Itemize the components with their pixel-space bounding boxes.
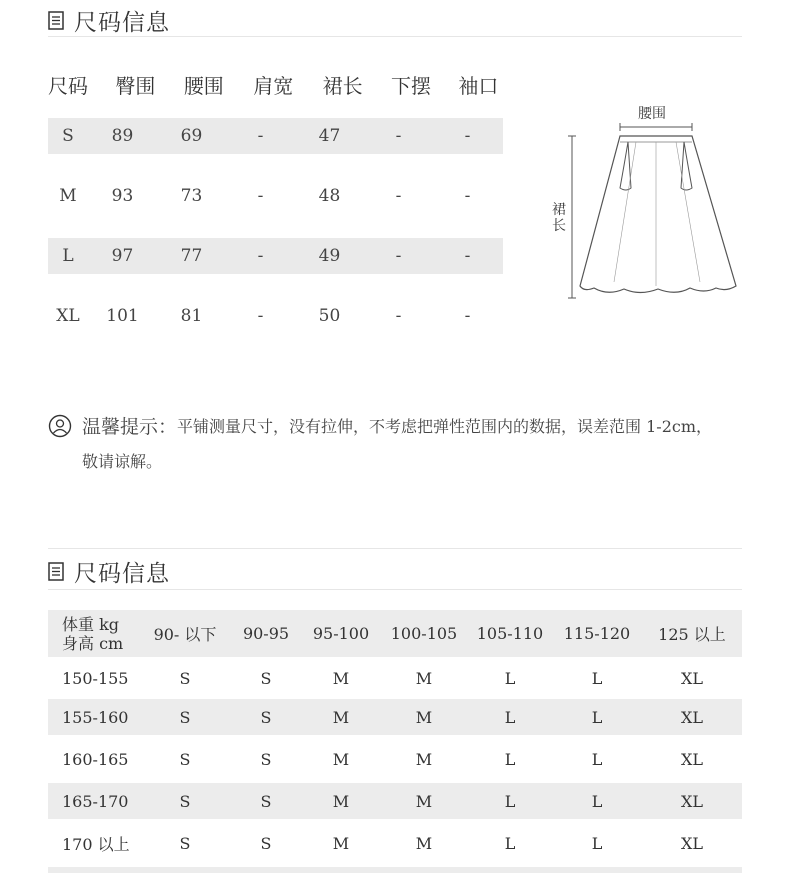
table-cell: L — [591, 749, 603, 769]
table-cell: M — [332, 668, 350, 688]
table-row — [48, 154, 508, 238]
table-row — [48, 735, 742, 783]
table-cell: M — [332, 833, 350, 853]
header-cell: 下摆 — [391, 73, 431, 98]
table-cell: L — [504, 749, 516, 769]
divider — [48, 589, 742, 590]
section-title-text: 尺码信息 — [74, 561, 170, 587]
table-cell: L — [504, 668, 516, 688]
header-cell: 肩宽 — [253, 73, 294, 98]
recommend-table — [48, 610, 742, 873]
header-cell: 90-95 — [242, 624, 290, 643]
table-cell: L — [591, 707, 603, 727]
table-cell: 165-170 — [62, 791, 129, 811]
header-cell: 尺码 — [48, 73, 88, 98]
table-cell: L — [591, 668, 603, 688]
table-cell: S — [179, 791, 191, 811]
table-cell: S — [260, 668, 272, 688]
table-cell: 81 — [180, 306, 203, 326]
table-cell: S — [62, 126, 74, 146]
corner-cell — [48, 615, 140, 653]
table-row — [48, 819, 742, 867]
header-cell: 105-110 — [476, 624, 544, 643]
table-cell: S — [260, 833, 272, 853]
table-cell: L — [591, 791, 603, 811]
table-cell: XL — [56, 306, 80, 326]
table-cell: - — [257, 186, 264, 206]
document-icon — [48, 562, 64, 581]
user-icon — [48, 414, 72, 438]
table-cell: - — [395, 306, 402, 326]
table-cell: - — [395, 246, 402, 266]
table-cell: S — [260, 707, 272, 727]
table-cell: 48 — [318, 186, 341, 206]
tip-label: 温馨提示： — [82, 416, 178, 438]
divider — [48, 548, 742, 549]
table-row — [48, 783, 742, 819]
table-cell: XL — [680, 707, 703, 727]
table-cell: 69 — [180, 126, 203, 146]
divider — [48, 36, 742, 37]
table-cell: S — [179, 707, 191, 727]
size-table — [48, 66, 508, 358]
table-cell: L — [504, 791, 516, 811]
table-cell: M — [415, 707, 433, 727]
table-cell: M — [415, 668, 433, 688]
table-row — [48, 118, 503, 154]
table-cell: - — [464, 306, 471, 326]
table-row — [48, 699, 742, 735]
table-cell: 170 以上 — [62, 834, 130, 854]
section-title-1 — [48, 4, 170, 37]
table-cell: XL — [680, 833, 703, 853]
waist-label: 腰围 — [638, 106, 666, 122]
table-cell: S — [179, 668, 191, 688]
table-cell: S — [260, 749, 272, 769]
section-title-text: 尺码信息 — [74, 10, 170, 36]
table-cell: 89 — [111, 126, 134, 146]
table-cell: XL — [680, 749, 703, 769]
table-cell: - — [257, 306, 264, 326]
table-row — [48, 274, 508, 358]
table-cell: M — [332, 707, 350, 727]
section-title-2 — [48, 555, 170, 588]
table-row — [48, 657, 742, 699]
recommend-table-header — [48, 610, 742, 657]
header-cell: 100-105 — [390, 624, 458, 643]
table-cell: L — [504, 833, 516, 853]
table-cell: XL — [680, 668, 703, 688]
document-icon — [48, 11, 64, 30]
table-cell: - — [464, 126, 471, 146]
table-cell: 50 — [318, 306, 341, 326]
height-unit-label: 身高 cm — [62, 633, 124, 653]
table-cell: - — [464, 246, 471, 266]
header-cell: 125 以上 — [658, 625, 726, 644]
header-cell: 臀围 — [115, 73, 156, 98]
table-cell: L — [504, 707, 516, 727]
table-row — [48, 238, 503, 274]
length-label: 裙 — [552, 202, 566, 218]
table-cell: XL — [680, 791, 703, 811]
weight-unit-label: 体重 kg — [62, 614, 120, 634]
table-cell: L — [62, 246, 74, 266]
table-cell: M — [332, 791, 350, 811]
table-cell: 160-165 — [62, 749, 129, 769]
table-cell: 155-160 — [62, 707, 129, 727]
table-cell: S — [260, 791, 272, 811]
header-cell: 袖口 — [458, 73, 499, 98]
table-cell: 101 — [106, 306, 139, 326]
table-cell: M — [332, 749, 350, 769]
skirt-diagram — [540, 96, 750, 306]
table-cell: - — [257, 246, 264, 266]
table-cell: S — [179, 749, 191, 769]
table-cell: - — [464, 186, 471, 206]
table-cell: - — [395, 126, 402, 146]
header-cell: 90- 以下 — [153, 625, 217, 644]
table-cell: M — [415, 791, 433, 811]
table-cell: M — [415, 833, 433, 853]
table-cell: 73 — [180, 186, 203, 206]
header-cell: 115-120 — [563, 624, 631, 643]
table-cell: 93 — [111, 186, 134, 206]
table-cell: L — [591, 833, 603, 853]
table-cell: M — [415, 749, 433, 769]
table-footer-band — [48, 867, 742, 873]
size-table-header — [48, 66, 508, 102]
tip — [48, 412, 748, 472]
length-label: 长 — [552, 218, 566, 234]
table-cell: 49 — [318, 246, 341, 266]
table-cell: - — [257, 126, 264, 146]
tip-text-2: 敬请谅解。 — [82, 452, 163, 471]
table-cell: 47 — [318, 126, 341, 146]
header-cell: 裙长 — [322, 73, 363, 98]
table-cell: M — [59, 186, 77, 206]
table-cell: 150-155 — [62, 668, 129, 688]
table-cell: S — [179, 833, 191, 853]
tip-text: 平铺测量尺寸，没有拉伸，不考虑把弹性范围内的数据，误差范围 1-2cm， — [177, 417, 713, 436]
header-cell: 95-100 — [312, 624, 370, 643]
table-cell: 97 — [111, 246, 134, 266]
table-cell: 77 — [180, 246, 203, 266]
header-cell: 腰围 — [183, 73, 224, 98]
table-cell: - — [395, 186, 402, 206]
